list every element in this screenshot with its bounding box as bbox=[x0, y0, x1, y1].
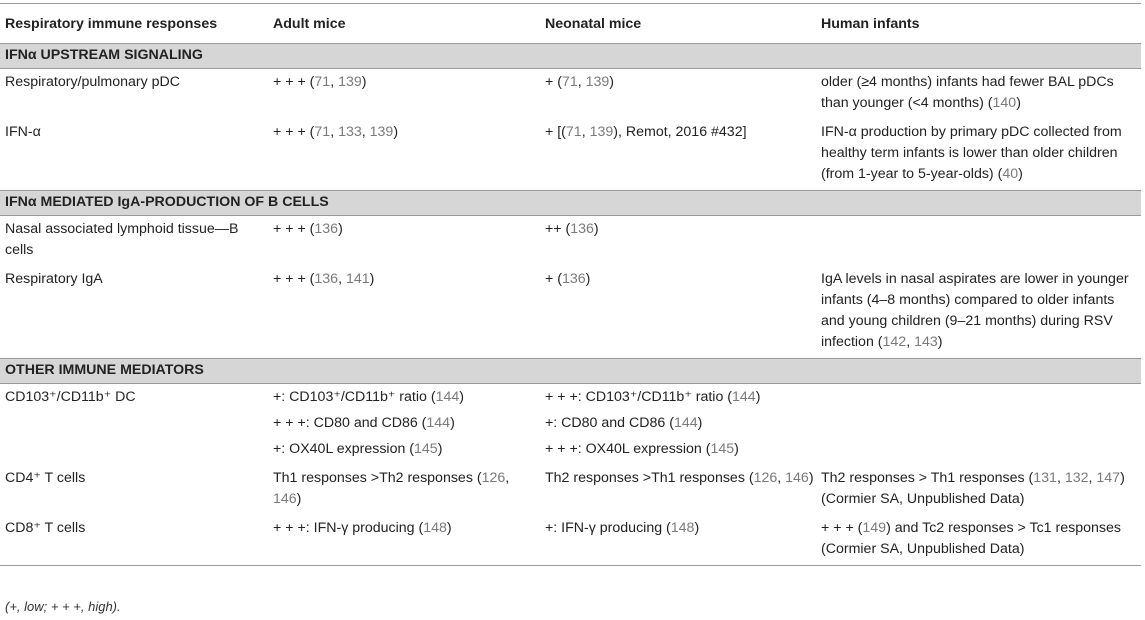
citation-ref[interactable]: 133 bbox=[338, 124, 362, 140]
cell-line: + + + (71, 139) bbox=[273, 74, 367, 90]
cell-line: older (≥4 months) infants had fewer BAL pDCs than younger (<4 months) (140) bbox=[821, 74, 1114, 111]
citation-ref[interactable]: 132 bbox=[1064, 470, 1089, 486]
citation-ref[interactable]: 144 bbox=[673, 415, 698, 431]
table-body bbox=[0, 44, 1141, 566]
cell-line: + + +: CD80 and CD86 (144) bbox=[273, 415, 455, 431]
citation-ref[interactable]: 139 bbox=[369, 124, 394, 140]
cell-c4 bbox=[816, 465, 1141, 515]
cell-line: +: OX40L expression (145) bbox=[273, 441, 443, 457]
cell-c4 bbox=[816, 216, 1141, 267]
citation-ref[interactable]: 145 bbox=[414, 441, 438, 457]
cell-line: +: CD80 and CD86 (144) bbox=[545, 415, 703, 431]
cell-line: + + + (149) and Tc2 responses > Tc1 responses (Cormier SA, Unpublished Data) bbox=[821, 520, 1121, 557]
cell-line: IFN-α production by primary pDC collected from healthy term infants is lower than older children (from 1-year to 5-year-olds) (40) bbox=[821, 124, 1122, 182]
cell-c4 bbox=[816, 266, 1141, 359]
header-human-infants: Human infants bbox=[816, 4, 1141, 44]
cell-line: +: CD103⁺/CD11b⁺ ratio (144) bbox=[273, 389, 464, 405]
citation-ref[interactable]: 149 bbox=[862, 520, 887, 536]
cell-c2 bbox=[268, 266, 540, 359]
citation-ref[interactable]: 148 bbox=[670, 520, 695, 536]
table-row bbox=[0, 515, 1141, 566]
citation-ref[interactable]: 141 bbox=[345, 271, 370, 287]
cell-response-type: Respiratory/pulmonary pDC bbox=[5, 74, 181, 90]
citation-ref[interactable]: 146 bbox=[273, 491, 297, 507]
cell-line: + (71, 139) bbox=[545, 74, 615, 90]
citation-ref[interactable]: 136 bbox=[570, 221, 594, 237]
citation-ref[interactable]: 71 bbox=[565, 124, 582, 140]
cell-line: ++ (136) bbox=[545, 221, 599, 237]
cell-response-type: Nasal associated lymphoid tissue—B cells bbox=[5, 221, 239, 258]
citation-ref[interactable]: 139 bbox=[589, 124, 614, 140]
cell-response-type: CD4⁺ T cells bbox=[5, 470, 86, 486]
immune-responses-table bbox=[0, 3, 1141, 566]
section-title: IFNα MEDIATED IgA-PRODUCTION OF B CELLS bbox=[0, 191, 1141, 216]
citation-ref[interactable]: 136 bbox=[314, 221, 339, 237]
cell-c4 bbox=[816, 515, 1141, 566]
citation-ref[interactable]: 136 bbox=[561, 271, 586, 287]
cell-line: + + + (71, 133, 139) bbox=[273, 124, 399, 140]
citation-ref[interactable]: 144 bbox=[435, 389, 460, 405]
cell-line: + (136) bbox=[545, 271, 591, 287]
table-header-row bbox=[0, 4, 1141, 44]
cell-response-type: CD103⁺/CD11b⁺ DC bbox=[5, 389, 136, 405]
table-row bbox=[0, 266, 1141, 359]
cell-response-type: CD8⁺ T cells bbox=[0, 515, 268, 566]
citation-ref[interactable]: 147 bbox=[1096, 470, 1121, 486]
citation-ref[interactable]: 145 bbox=[710, 441, 735, 457]
citation-ref[interactable]: 142 bbox=[882, 334, 907, 350]
cell-c3 bbox=[540, 515, 816, 566]
cell-c2 bbox=[268, 69, 540, 120]
citation-ref[interactable]: 144 bbox=[732, 389, 756, 405]
citation-ref[interactable]: 131 bbox=[1033, 470, 1057, 486]
cell-c3 bbox=[540, 119, 816, 191]
table-row bbox=[0, 216, 1141, 267]
section-row bbox=[0, 44, 1141, 69]
cell-line: +: IFN-γ producing (148) bbox=[545, 520, 700, 536]
cell-c3 bbox=[540, 69, 816, 120]
cell-c3 bbox=[540, 465, 816, 515]
cell-line: + [(71, 139), Remot, 2016 #432] bbox=[545, 124, 747, 140]
section-title: IFNα UPSTREAM SIGNALING bbox=[0, 44, 1141, 69]
table-row bbox=[0, 465, 1141, 515]
citation-ref[interactable]: 144 bbox=[426, 415, 451, 431]
section-row bbox=[0, 191, 1141, 216]
cell-c2 bbox=[268, 216, 540, 267]
cell-c4 bbox=[816, 384, 1141, 466]
cell-line: + + +: OX40L expression (145) bbox=[545, 441, 739, 457]
cell-response-type: IFN-α bbox=[5, 124, 41, 140]
cell-response-type: Respiratory IgA bbox=[5, 271, 103, 287]
cell-line: Th2 responses >Th1 responses (126, 146) bbox=[545, 470, 814, 486]
cell-c4 bbox=[816, 119, 1141, 191]
cell-line: + + +: CD103⁺/CD11b⁺ ratio (144) bbox=[545, 389, 761, 405]
cell-c2 bbox=[268, 119, 540, 191]
cell-line: + + + (136, 141) bbox=[273, 271, 375, 287]
citation-ref[interactable]: 40 bbox=[1002, 166, 1019, 182]
header-adult-mice: Adult mice bbox=[268, 4, 540, 44]
header-responses: Respiratory immune responses bbox=[0, 4, 268, 44]
cell-c2 bbox=[268, 465, 540, 515]
table-row bbox=[0, 384, 1141, 466]
cell-c3 bbox=[540, 384, 816, 466]
cell-line: Th2 responses > Th1 responses (131, 132, 147) (Cormier SA, Unpublished Data) bbox=[821, 470, 1125, 507]
citation-ref[interactable]: 148 bbox=[423, 520, 447, 536]
cell-line: IgA levels in nasal aspirates are lower in younger infants (4–8 months) compared to older infants and young children (9–21 months) during RSV infection (142, 143) bbox=[821, 271, 1129, 350]
cell-c2 bbox=[268, 384, 540, 466]
section-row bbox=[0, 359, 1141, 384]
citation-ref[interactable]: 136 bbox=[314, 271, 339, 287]
cell-line: + + + (136) bbox=[273, 221, 343, 237]
citation-ref[interactable]: 71 bbox=[314, 74, 331, 90]
citation-ref[interactable]: 71 bbox=[314, 124, 331, 140]
cell-line: Th1 responses >Th2 responses (126, 146) bbox=[273, 470, 510, 507]
cell-c3 bbox=[540, 266, 816, 359]
citation-ref[interactable]: 139 bbox=[585, 74, 610, 90]
citation-ref[interactable]: 126 bbox=[753, 470, 778, 486]
header-neonatal-mice: Neonatal mice bbox=[540, 4, 816, 44]
citation-ref[interactable]: 140 bbox=[992, 95, 1017, 111]
citation-ref[interactable]: 71 bbox=[561, 74, 578, 90]
cell-c2 bbox=[268, 515, 540, 566]
table-row bbox=[0, 119, 1141, 191]
cell-c4 bbox=[816, 69, 1141, 120]
section-title: OTHER IMMUNE MEDIATORS bbox=[0, 359, 1141, 384]
cell-c3 bbox=[540, 216, 816, 267]
citation-ref[interactable]: 126 bbox=[481, 470, 506, 486]
citation-ref[interactable]: 146 bbox=[785, 470, 809, 486]
citation-ref[interactable]: 139 bbox=[338, 74, 362, 90]
citation-ref[interactable]: 143 bbox=[914, 334, 938, 350]
table-footnote: (+, low; + + +, high). bbox=[5, 599, 121, 614]
cell-line: + + +: IFN-γ producing (148) bbox=[273, 520, 452, 536]
table-row bbox=[0, 69, 1141, 120]
